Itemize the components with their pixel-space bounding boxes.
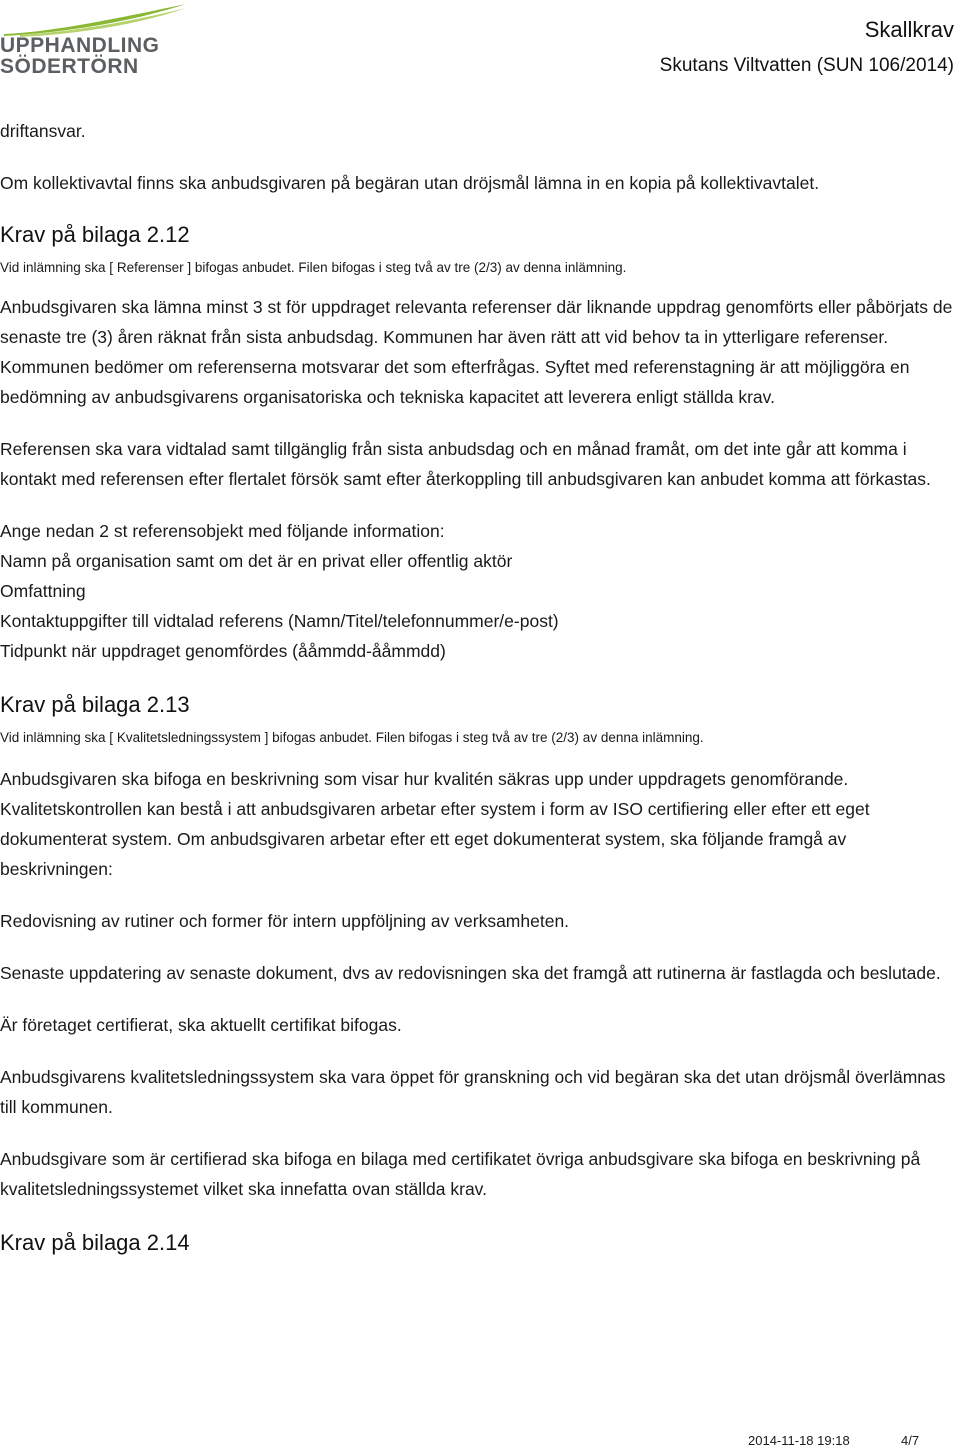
paragraph: Anbudsgivaren ska bifoga en beskrivning som visar hur kvalitén säkras upp under uppdragets genomförande. Kvalitetskontrollen kan bestå i att anbudsgivaren arbetar efter system i form av ISO certifiering eller efter ett eget dokumenterat system. Om anbudsgivaren arbetar efter ett eget dokumenterat system, ska följande framgå av beskrivningen: — [0, 769, 870, 879]
list-intro: Ange nedan 2 st referensobjekt med följande information: — [0, 521, 445, 541]
logo-text-line1: UPPHANDLING — [0, 34, 160, 57]
section-heading: Krav på bilaga 2.13 — [0, 692, 190, 717]
paragraph: Anbudsgivarens kvalitetsledningssystem ska vara öppet för granskning och vid begäran ska det utan dröjsmål överlämnas till kommunen. — [0, 1067, 946, 1117]
submission-note: Vid inlämning ska [ Referenser ] bifogas anbudet. Filen bifogas i steg två av tre (2/3) av denna inlämning. — [0, 260, 627, 275]
paragraph: Anbudsgivaren ska lämna minst 3 st för uppdraget relevanta referenser där liknande uppdrag genomförts eller påbörjats de senaste tre (3) åren räknat från sista anbudsdag. Kommunen har även rätt att vid behov ta in ytterligare referenser. Kommunen bedömer om referenserna motsvarar det som efterfrågas. Syftet med referenstagning är att möjliggöra en bedömning av anbudsgivarens organisatoriska och tekniska kapacitet att leverera enligt ställda krav. — [0, 297, 953, 407]
list-item: Tidpunkt när uppdraget genomfördes (ååmmdd-ååmmdd) — [0, 641, 446, 661]
paragraph: Referensen ska vara vidtalad samt tillgänglig från sista anbudsdag och en månad framåt, om det inte går att komma i kontakt med referensen efter flertalet försök samt efter återkoppling till anbudsgivaren kan anbudet komma att förkastas. — [0, 439, 931, 489]
document-title: Skallkrav — [864, 17, 954, 42]
document-subtitle: Skutans Viltvatten (SUN 106/2014) — [659, 55, 954, 76]
paragraph: driftansvar. — [0, 121, 86, 141]
submission-note: Vid inlämning ska [ Kvalitetsledningssystem ] bifogas anbudet. Filen bifogas i steg två av tre (2/3) av denna inlämning. — [0, 730, 704, 745]
logo-swoosh-icon — [0, 2, 190, 38]
list-item: Namn på organisation samt om det är en privat eller offentlig aktör — [0, 551, 513, 571]
document-body — [0, 116, 955, 1258]
paragraph: Om kollektivavtal finns ska anbudsgivaren på begäran utan dröjsmål lämna in en kopia på kollektivavtalet. — [0, 173, 820, 193]
paragraph: Anbudsgivare som är certifierad ska bifoga en bilaga med certifikatet övriga anbudsgivare ska bifoga en beskrivning på kvalitetsledningssystemet vilket ska innefatta ovan ställda krav. — [0, 1149, 921, 1199]
logo-text-line2: SÖDERTÖRN — [0, 55, 139, 78]
upphandling-sodertorn-logo — [0, 2, 190, 80]
section-heading: Krav på bilaga 2.14 — [0, 1230, 190, 1255]
list-item: Omfattning — [0, 581, 86, 601]
paragraph: Senaste uppdatering av senaste dokument, dvs av redovisningen ska det framgå att rutinerna är fastlagda och beslutade. — [0, 963, 941, 983]
footer-datetime: 2014-11-18 19:18 — [748, 1433, 850, 1448]
list-item: Kontaktuppgifter till vidtalad referens (Namn/Titel/telefonnummer/e-post) — [0, 611, 559, 631]
section-heading: Krav på bilaga 2.12 — [0, 222, 190, 247]
paragraph: Redovisning av rutiner och former för intern uppföljning av verksamheten. — [0, 911, 570, 931]
footer-page-number: 4/7 — [901, 1433, 920, 1448]
paragraph: Är företaget certifierat, ska aktuellt certifikat bifogas. — [0, 1015, 402, 1035]
